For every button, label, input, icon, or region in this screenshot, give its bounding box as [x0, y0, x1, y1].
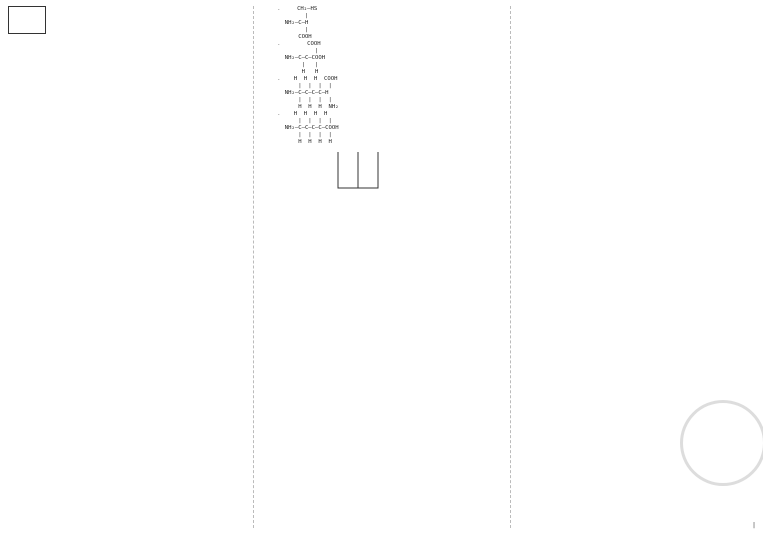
watermark-stamp: [680, 400, 763, 486]
logo: [8, 6, 46, 34]
page-footer: |: [752, 522, 755, 529]
column-1: [8, 6, 250, 65]
column-divider: [253, 6, 254, 528]
amino-acid-structures: ． CH₂—HS | NH₂—C—H | COOH ． COOH | NH₂—C—C—COOH | | H H ． H H H COOH | | | | NH₂—C—C—C—C—H | | | | H H H NH₂ ． H H H H | | | | NH₂—C—C—C—C—COOH | | | | H H H H: [278, 6, 339, 145]
protein-diagram: [318, 148, 506, 210]
protein-chain-figure: [318, 148, 438, 210]
column-2: [258, 6, 506, 212]
column-divider: [510, 6, 511, 528]
